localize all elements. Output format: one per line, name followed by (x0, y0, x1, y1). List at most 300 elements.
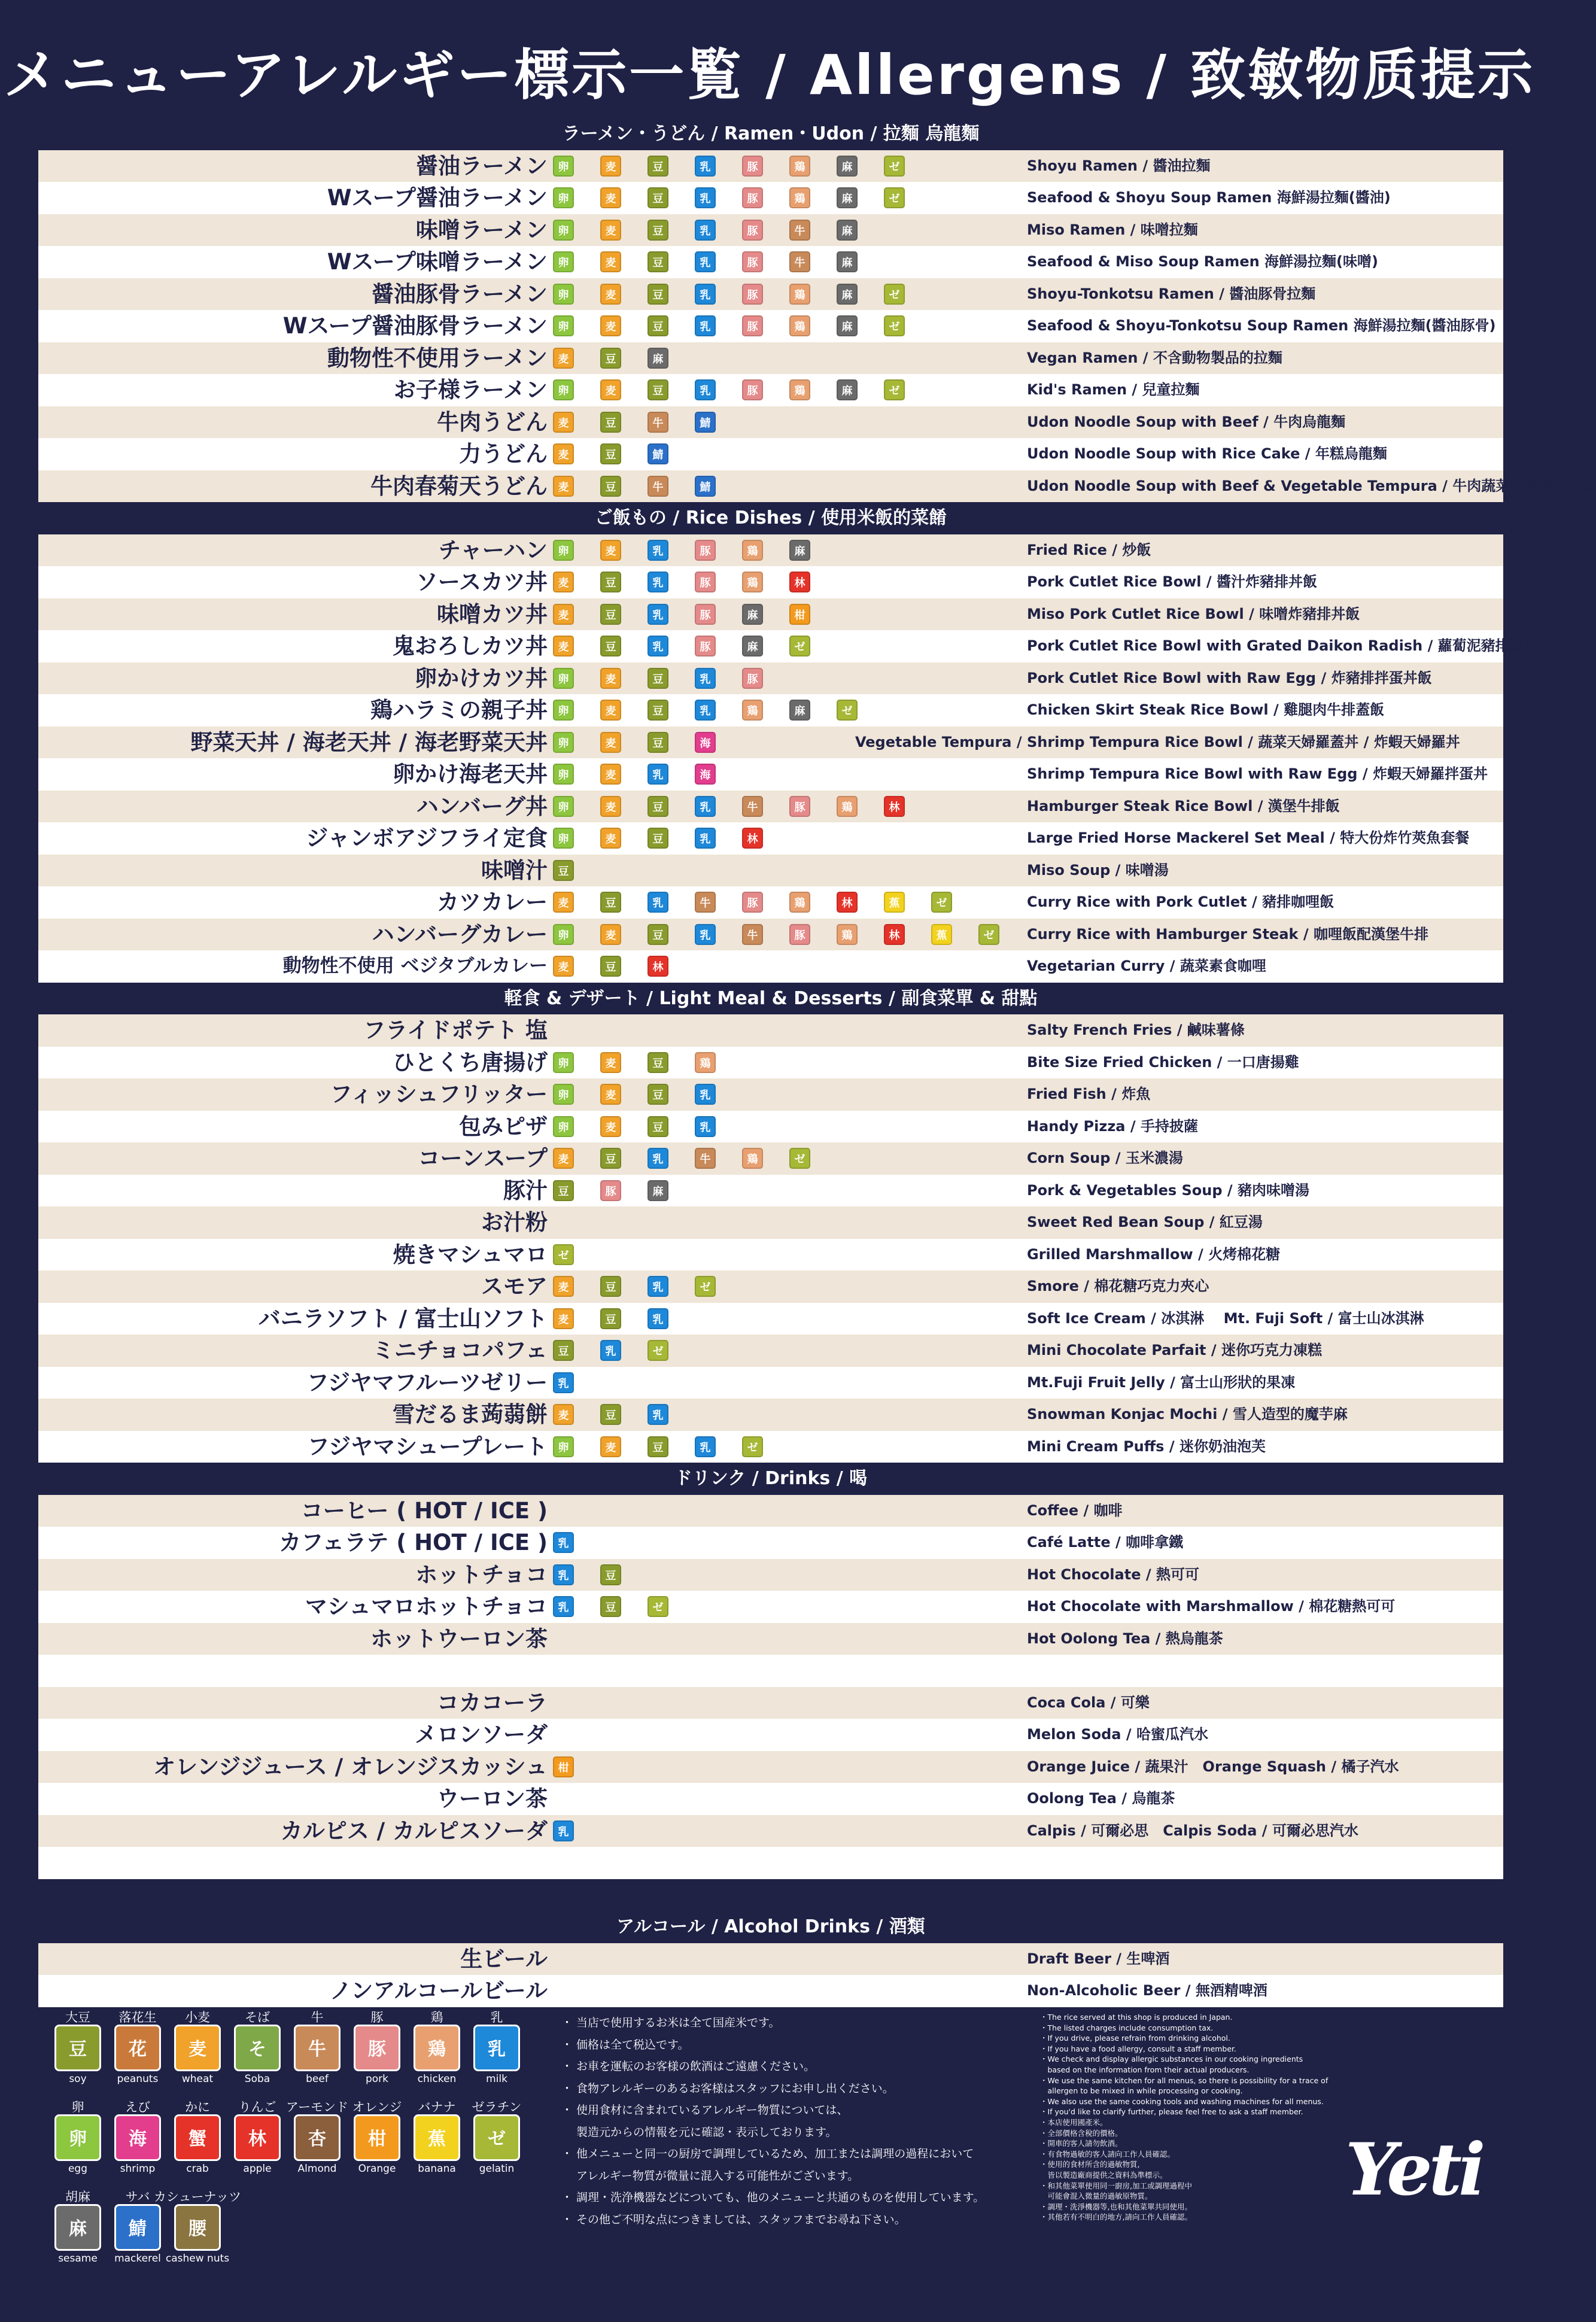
allergen-icons (553, 924, 999, 946)
menu-item-name-en: Grilled Marshmallow / 火烤棉花糖 (1027, 1245, 1281, 1263)
menu-item-name-en: Bite Size Fried Chicken / 一口唐揚雞 (1027, 1053, 1299, 1071)
apple-icon: 林 (234, 2114, 281, 2161)
wheat-icon: 麦 (553, 1404, 574, 1425)
wheat-icon: 麦 (553, 348, 574, 369)
legend-item (287, 2008, 347, 2087)
allergen-icons (553, 1084, 716, 1105)
menu-item-name-en: Shoyu-Tonkotsu Ramen / 醬油豚骨拉麵 (1027, 285, 1316, 302)
legend-label-en: shrimp (120, 2163, 156, 2175)
milk-bottle-icon: 乳 (695, 315, 716, 336)
milk-bottle-icon: 乳 (647, 636, 668, 657)
soybean-icon: 豆 (647, 732, 668, 753)
soybean-icon: 豆 (600, 1276, 621, 1297)
menu-item-name-en: Vegetarian Curry / 蔬菜素食咖哩 (1027, 958, 1266, 974)
wheat-icon: 麦 (600, 732, 621, 753)
menu-item-name-en: Shrimp Tempura Rice Bowl with Raw Egg / 炸蝦天婦羅拌蛋丼 (1027, 765, 1488, 782)
pig-icon: 豚 (600, 1180, 621, 1201)
orange-icon: 柑 (354, 2114, 400, 2161)
soybean-icon: 豆 (647, 187, 668, 208)
wheat-icon: 麦 (600, 1052, 621, 1073)
apple-icon: 林 (884, 796, 905, 817)
soybean-icon: 豆 (600, 1596, 621, 1617)
allergen-icons (553, 892, 952, 913)
menu-row (38, 214, 1503, 247)
egg-icon: 卵 (553, 668, 574, 689)
menu-row (38, 374, 1503, 406)
soybean-icon: 豆 (647, 700, 668, 721)
menu-row (38, 1142, 1503, 1175)
milk-bottle-icon: 乳 (695, 284, 716, 305)
menu-item-name-jp: ノンアルコールビール (329, 1978, 548, 2004)
gelatin-icon: ゼ (931, 892, 952, 913)
wheat-icon: 麦 (174, 2025, 221, 2071)
menu-row (38, 822, 1503, 855)
menu-row (38, 246, 1503, 278)
gelatin-icon: ゼ (978, 924, 999, 945)
menu-row (38, 1335, 1503, 1367)
menu-row (38, 1751, 1503, 1783)
milk-bottle-icon: 乳 (695, 924, 716, 945)
allergen-icons (553, 476, 716, 497)
menu-item-name-jp: 醤油豚骨ラーメン (371, 281, 548, 307)
allergen-icons (553, 1276, 716, 1297)
pig-icon: 豚 (742, 284, 763, 305)
menu-item-name-jp: 生ビール (460, 1946, 548, 1972)
egg-icon: 卵 (553, 379, 574, 400)
legend-label-jp: そば (245, 2010, 270, 2025)
menu-item-name-en: Draft Beer / 生啤酒 (1027, 1950, 1170, 1967)
egg-icon: 卵 (553, 700, 574, 721)
chicken-icon: 鶏 (742, 572, 763, 592)
menu-item-name-en: Pork Cutlet Rice Bowl with Grated Daikon Radish / 蘿蔔泥豬排蓋飯 (1027, 637, 1539, 654)
egg-icon: 卵 (553, 764, 574, 785)
soybean-icon: 豆 (647, 220, 668, 241)
legend-label-jp: ゼラチン (472, 2100, 522, 2114)
menu-row (38, 310, 1503, 342)
gelatin-icon: ゼ (647, 1340, 668, 1361)
legend-label-jp: 卵 (71, 2100, 84, 2114)
soybean-icon: 豆 (600, 348, 621, 369)
milk-bottle-icon: 乳 (553, 1820, 574, 1841)
menu-item-name-en: Calpis / 可爾必思 Calpis Soda / 可爾必思汽水 (1027, 1822, 1358, 1839)
cow-icon: 牛 (294, 2025, 341, 2071)
legend-label-jp: アーモンド (285, 2100, 349, 2114)
soybean-icon: 豆 (553, 1180, 574, 1201)
egg-icon: 卵 (553, 220, 574, 241)
sesame-icon: 麻 (647, 348, 668, 369)
soybean-icon: 豆 (600, 1404, 621, 1425)
milk-bottle-icon: 乳 (695, 700, 716, 721)
wheat-icon: 麦 (600, 796, 621, 817)
sesame-icon: 麻 (837, 315, 858, 336)
allergen-icons (553, 572, 810, 593)
menu-item-name-en: Pork & Vegetables Soup / 豬肉味噌湯 (1027, 1181, 1310, 1199)
legend-label-en: peanuts (117, 2073, 159, 2085)
legend-label-en: beef (306, 2073, 329, 2085)
menu-item-name-en: Melon Soda / 哈蜜瓜汽水 (1027, 1726, 1208, 1743)
menu-item-name-jp: Wスープ味噌ラーメン (327, 249, 548, 275)
shrimp-icon: 海 (695, 764, 716, 785)
pig-icon: 豚 (742, 892, 763, 913)
milk-bottle-icon: 乳 (695, 1116, 716, 1137)
note-line: ・其他若有不明白的地方,請向工作人員確認。 (1040, 2212, 1192, 2222)
menu-item-name-en: Vegetable Tempura / Shrimp Tempura Rice Bowl / 蔬菜天婦羅蓋丼 / 炸蝦天婦羅丼 (855, 733, 1460, 750)
egg-icon: 卵 (553, 284, 574, 305)
milk-bottle-icon: 乳 (695, 251, 716, 272)
egg-icon: 卵 (553, 1052, 574, 1073)
menu-item-name-en: Hamburger Steak Rice Bowl / 漢堡牛排飯 (1027, 797, 1340, 814)
menu-item-name-jp: コーヒー ( HOT / ICE ) (300, 1497, 548, 1524)
sesame-icon: 麻 (647, 1180, 668, 1201)
note-line: 製造元からの情報を元に確認・表示しております。 (561, 2125, 837, 2139)
legend-label-en: banana (418, 2163, 456, 2175)
wheat-icon: 麦 (553, 1276, 574, 1297)
wheat-icon: 麦 (600, 700, 621, 721)
menu-item-name-en: Hot Oolong Tea / 熱烏龍茶 (1027, 1630, 1223, 1647)
gelatin-icon: ゼ (884, 284, 905, 305)
menu-item-name-jp: Wスープ醤油ラーメン (327, 185, 548, 211)
menu-item-name-jp: ハンバーグ丼 (416, 793, 548, 819)
note-line: ・調理・洗淨機器等,也和其他菜單共同使用。 (1040, 2202, 1192, 2211)
soybean-icon: 豆 (600, 412, 621, 433)
note-line: ・We also use the same cooking tools and washing machines for all menus. (1040, 2096, 1324, 2106)
note-line: ・ 価格は全て税込です。 (561, 2038, 689, 2051)
legend-label-jp: 牛 (311, 2010, 324, 2025)
soybean-icon: 豆 (647, 1436, 668, 1457)
wheat-icon: 麦 (600, 764, 621, 785)
note-line: ・If you have a food allergy, consult a staff member. (1040, 2044, 1237, 2053)
menu-item-name-jp: オレンジジュース / オレンジスカッシュ (153, 1753, 548, 1780)
wheat-icon: 麦 (600, 540, 621, 561)
cow-icon: 牛 (647, 412, 668, 433)
legend-item (48, 2187, 108, 2266)
pig-icon: 豚 (354, 2025, 400, 2071)
milk-bottle-icon: 乳 (647, 1404, 668, 1425)
menu-item-name-en: Mini Cream Puffs / 迷你奶油泡芙 (1027, 1437, 1266, 1455)
menu-item-name-en: Corn Soup / 玉米濃湯 (1027, 1150, 1183, 1166)
menu-item-name-en: Salty French Fries / 鹹味薯條 (1027, 1022, 1245, 1038)
menu-item-name-en: Curry Rice with Pork Cutlet / 豬排咖哩飯 (1027, 893, 1334, 910)
menu-item-name-en: Miso Pork Cutlet Rice Bowl / 味噌炸豬排丼飯 (1027, 605, 1360, 622)
fish-icon: 鯖 (647, 443, 668, 464)
allergen-icons (553, 1116, 716, 1138)
soybean-icon: 豆 (647, 156, 668, 177)
menu-item-name-en: Miso Soup / 味噌湯 (1027, 861, 1169, 879)
wheat-icon: 麦 (600, 828, 621, 849)
wheat-icon: 麦 (600, 1084, 621, 1105)
legend-label-en: milk (486, 2073, 507, 2085)
menu-item-name-jp: 動物性不使用 ベジタブルカレー (282, 955, 548, 977)
soybean-icon: 豆 (647, 379, 668, 400)
cashew-icon: 腰 (174, 2204, 221, 2251)
almond-icon: 杏 (294, 2114, 341, 2161)
note-line: ・ 他メニューと同一の厨房で調理しているため、加工または調理の過程において (561, 2147, 974, 2160)
legend-item (153, 2187, 242, 2266)
menu-row (38, 1655, 1503, 1687)
legend-item (227, 2098, 287, 2177)
allergen-icons (553, 1596, 668, 1618)
menu-item-name-en: Udon Noodle Soup with Beef / 牛肉烏龍麵 (1027, 413, 1346, 430)
legend-label-en: chicken (417, 2073, 457, 2085)
menu-row (38, 150, 1503, 183)
soybean-icon: 豆 (600, 1308, 621, 1329)
legend-item (168, 2098, 227, 2177)
wheat-icon: 麦 (553, 636, 574, 657)
menu-item-name-jp: フライドポテト 塩 (363, 1017, 548, 1043)
menu-item-name-en: Non-Alcoholic Beer / 無酒精啤酒 (1027, 1982, 1267, 1999)
menu-row (38, 182, 1503, 214)
menu-row (38, 1783, 1503, 1815)
milk-bottle-icon: 乳 (553, 1532, 574, 1553)
milk-bottle-icon: 乳 (647, 540, 668, 561)
allergen-icons (553, 1148, 810, 1169)
egg-icon: 卵 (553, 1436, 574, 1457)
menu-item-name-jp: ひとくち唐揚げ (393, 1049, 548, 1075)
legend-label-en: soy (69, 2073, 87, 2085)
menu-row (38, 278, 1503, 311)
menu-item-name-jp: 鶏ハラミの親子丼 (370, 697, 548, 723)
legend-label-en: apple (243, 2163, 272, 2175)
gelatin-icon: ゼ (789, 1148, 810, 1169)
section-header: ドリンク / Drinks / 喝 (38, 1463, 1503, 1495)
egg-icon: 卵 (553, 924, 574, 945)
allergen-icons (553, 412, 716, 433)
menu-item-name-jp: 牛肉うどん (437, 409, 548, 435)
wheat-icon: 麦 (600, 251, 621, 272)
legend-label-en: Soba (244, 2073, 270, 2085)
menu-item-name-en: Udon Noodle Soup with Rice Cake / 年糕烏龍麵 (1027, 445, 1387, 462)
shrimp-icon: 海 (695, 732, 716, 753)
pig-icon: 豚 (695, 540, 716, 561)
menu-item-name-en: Fried Rice / 炒飯 (1027, 541, 1151, 558)
pig-icon: 豚 (742, 251, 763, 272)
menu-row (38, 791, 1503, 823)
allergen-icons (553, 636, 810, 657)
menu-item-name-jp: 動物性不使用ラーメン (327, 345, 548, 371)
menu-item-name-jp: 卵かけカツ丼 (415, 665, 548, 691)
wheat-icon: 麦 (553, 956, 574, 977)
peanut-icon: 花 (114, 2025, 161, 2071)
allergen-legend (48, 2008, 539, 2266)
legend-item (347, 2098, 407, 2177)
wheat-icon: 麦 (600, 379, 621, 400)
menu-row (38, 919, 1503, 951)
note-line: ・The listed charges include consumption tax. (1040, 2023, 1214, 2032)
menu-row (38, 1111, 1503, 1143)
cow-icon: 牛 (742, 796, 763, 817)
milk-bottle-icon: 乳 (695, 828, 716, 849)
note-line: ・ その他ご不明な点につきましては、スタッフまでお尋ね下さい。 (561, 2212, 906, 2226)
menu-item-name-en: Miso Ramen / 味噌拉麵 (1027, 221, 1198, 238)
legend-item (407, 2098, 467, 2177)
menu-row (38, 1975, 1503, 2007)
chicken-icon: 鶏 (789, 156, 810, 177)
menu-item-name-en: Handy Pizza / 手持披薩 (1027, 1117, 1198, 1135)
legend-label-en: Almond (297, 2163, 337, 2175)
menu-item-name-en: Shoyu Ramen / 醬油拉麵 (1027, 157, 1211, 174)
cow-icon: 牛 (695, 892, 716, 913)
note-line: ・ 調理・洗浄機器などについても、他のメニューと共通のものを使用しています。 (561, 2191, 985, 2204)
note-line: ・ 当店で使用するお米は全て国産米です。 (561, 2016, 780, 2029)
sesame-icon: 麻 (789, 700, 810, 721)
legend-label-jp: オレンジ (352, 2100, 402, 2114)
cow-icon: 牛 (789, 251, 810, 272)
milk-bottle-icon: 乳 (647, 1276, 668, 1297)
menu-item-name-en: Oolong Tea / 烏龍茶 (1027, 1790, 1175, 1807)
note-line: ・本店使用國產米。 (1040, 2117, 1108, 2127)
menu-row (38, 1239, 1503, 1271)
menu-item-name-en: Soft Ice Cream / 冰淇淋 Mt. Fuji Soft / 富士山冰淇淋 (1027, 1309, 1424, 1327)
legend-label-jp: 乳 (490, 2010, 503, 2025)
soybean-icon: 豆 (647, 315, 668, 336)
menu-row (38, 1815, 1503, 1847)
menu-item-name-jp: カツカレー (437, 889, 548, 915)
legend-label-jp: 大豆 (65, 2010, 90, 2025)
chicken-icon: 鶏 (837, 796, 858, 817)
sesame-icon: 麻 (837, 220, 858, 241)
menu-row (38, 1719, 1503, 1751)
allergen-icons (553, 1532, 574, 1554)
menu-item-name-en: Chicken Skirt Steak Rice Bowl / 雞腿肉牛排蓋飯 (1027, 701, 1385, 718)
menu-item-name-jp: 味噌カツ丼 (437, 601, 548, 627)
allergen-icons (553, 1404, 668, 1426)
legend-label-en: egg (68, 2163, 88, 2175)
menu-item-name-jp: コーンスープ (418, 1145, 548, 1171)
pig-icon: 豚 (742, 315, 763, 336)
soybean-icon: 豆 (600, 636, 621, 657)
allergen-icons (553, 732, 716, 753)
legend-item (407, 2008, 467, 2087)
egg-icon: 卵 (553, 1084, 574, 1105)
note-line: 可能會混入微量的過敏原物質。 (1040, 2192, 1153, 2201)
sesame-icon: 麻 (742, 604, 763, 625)
apple-icon: 林 (647, 956, 668, 977)
pig-icon: 豚 (695, 572, 716, 592)
allergen-icons (553, 220, 858, 241)
legend-label-jp: バナナ (418, 2100, 456, 2114)
menu-item-name-jp: カフェラテ ( HOT / ICE ) (279, 1530, 548, 1555)
soybean-icon: 豆 (54, 2025, 101, 2071)
allergen-icons (553, 1756, 574, 1778)
menu-item-name-jp: 醤油ラーメン (415, 153, 548, 179)
milk-bottle-icon: 乳 (647, 764, 668, 785)
note-line: ・The rice served at this shop is produced in Japan. (1040, 2013, 1233, 2022)
gelatin-icon: ゼ (695, 1276, 716, 1297)
fish-icon: 鯖 (695, 476, 716, 497)
soybean-icon: 豆 (647, 251, 668, 272)
egg-icon: 卵 (553, 796, 574, 817)
legend-label-en: sesame (58, 2253, 98, 2265)
menu-item-name-en: Pork Cutlet Rice Bowl / 醬汁炸豬排丼飯 (1027, 573, 1317, 590)
legend-label-jp: 鶏 (430, 2010, 443, 2025)
menu-item-name-jp: メロンソーダ (415, 1722, 548, 1747)
menu-item-name-en: Seafood & Shoyu Soup Ramen 海鮮湯拉麵(醬油) (1027, 189, 1391, 206)
allergen-icons (553, 828, 763, 849)
menu-item-name-jp: 包みピザ (459, 1113, 548, 1139)
allergen-icons (553, 187, 905, 209)
note-line: ・全部價格含稅的價格。 (1040, 2128, 1123, 2138)
fish-icon: 鯖 (114, 2204, 161, 2251)
banana-icon: 蕉 (931, 924, 952, 945)
banana-icon: 蕉 (884, 892, 905, 913)
wheat-icon: 麦 (553, 572, 574, 592)
menu-item-name-jp: フジヤマフルーツゼリー (306, 1369, 548, 1396)
gelatin-icon: ゼ (473, 2114, 520, 2161)
milk-bottle-icon: 乳 (553, 1372, 574, 1393)
soybean-icon: 豆 (647, 828, 668, 849)
allergen-icons (553, 156, 905, 177)
wheat-icon: 麦 (553, 412, 574, 433)
note-line: based on the information from their actual producers. (1040, 2065, 1250, 2074)
milk-bottle-icon: 乳 (553, 1564, 574, 1585)
menu-row (38, 342, 1503, 375)
egg-icon: 卵 (553, 1116, 574, 1137)
banana-icon: 蕉 (414, 2114, 460, 2161)
legend-item (227, 2008, 287, 2087)
menu-row (38, 694, 1503, 727)
allergen-icons (553, 700, 858, 721)
egg-icon: 卵 (553, 732, 574, 753)
note-line: ・If you'd like to clarify further, please feel free to ask a staff member. (1040, 2107, 1303, 2117)
gelatin-icon: ゼ (884, 315, 905, 336)
legend-label-en: wheat (181, 2073, 214, 2085)
milk-bottle-icon: 乳 (695, 1084, 716, 1105)
legend-label-jp: かに (185, 2100, 210, 2114)
menu-row (38, 1591, 1503, 1623)
section-header: ご飯もの / Rice Dishes / 使用米飯的菜餚 (38, 502, 1503, 534)
note-line: ・ お車を運転のお客様の飲酒はご遠慮ください。 (561, 2060, 816, 2073)
milk-bottle-icon: 乳 (647, 1148, 668, 1169)
menu-item-name-jp: 豚汁 (503, 1177, 548, 1203)
sesame-icon: 麻 (837, 379, 858, 400)
menu-item-name-jp: 卵かけ海老天丼 (393, 761, 548, 787)
pig-icon: 豚 (742, 668, 763, 689)
chicken-icon: 鶏 (742, 540, 763, 561)
gelatin-icon: ゼ (553, 1244, 574, 1265)
menu-row (38, 1271, 1503, 1303)
wheat-icon: 麦 (553, 1308, 574, 1329)
sesame-icon: 麻 (789, 540, 810, 561)
soybean-icon: 豆 (647, 796, 668, 817)
menu-row (38, 470, 1596, 503)
menu-row (38, 758, 1503, 791)
menu-item-name-en: Kid's Ramen / 兒童拉麵 (1027, 381, 1200, 398)
allergen-icons (553, 1820, 574, 1842)
apple-icon: 林 (884, 924, 905, 945)
allergen-icons (553, 796, 905, 817)
menu-item-name-en: Coffee / 咖啡 (1027, 1502, 1123, 1519)
pig-icon: 豚 (695, 636, 716, 657)
cow-icon: 牛 (695, 1148, 716, 1169)
menu-item-name-jp: 焼きマシュマロ (393, 1241, 548, 1268)
menu-item-name-jp: ハンバーグカレー (372, 921, 548, 947)
egg-icon: 卵 (553, 540, 574, 561)
section-spacer (38, 1879, 1503, 1911)
allergen-icons (553, 251, 858, 273)
chicken-icon: 鶏 (789, 315, 810, 336)
menu-row (38, 1495, 1503, 1527)
soybean-icon: 豆 (600, 1148, 621, 1169)
sesame-icon: 麻 (54, 2204, 101, 2251)
menu-item-name-jp: Wスープ醤油豚骨ラーメン (282, 313, 548, 339)
wheat-icon: 麦 (600, 924, 621, 945)
legend-label-en: crab (186, 2163, 209, 2175)
wheat-icon: 麦 (553, 1148, 574, 1169)
orange-icon: 柑 (553, 1756, 574, 1777)
milk-bottle-icon: 乳 (695, 156, 716, 177)
legend-item (108, 2098, 168, 2177)
apple-icon: 林 (789, 572, 810, 592)
